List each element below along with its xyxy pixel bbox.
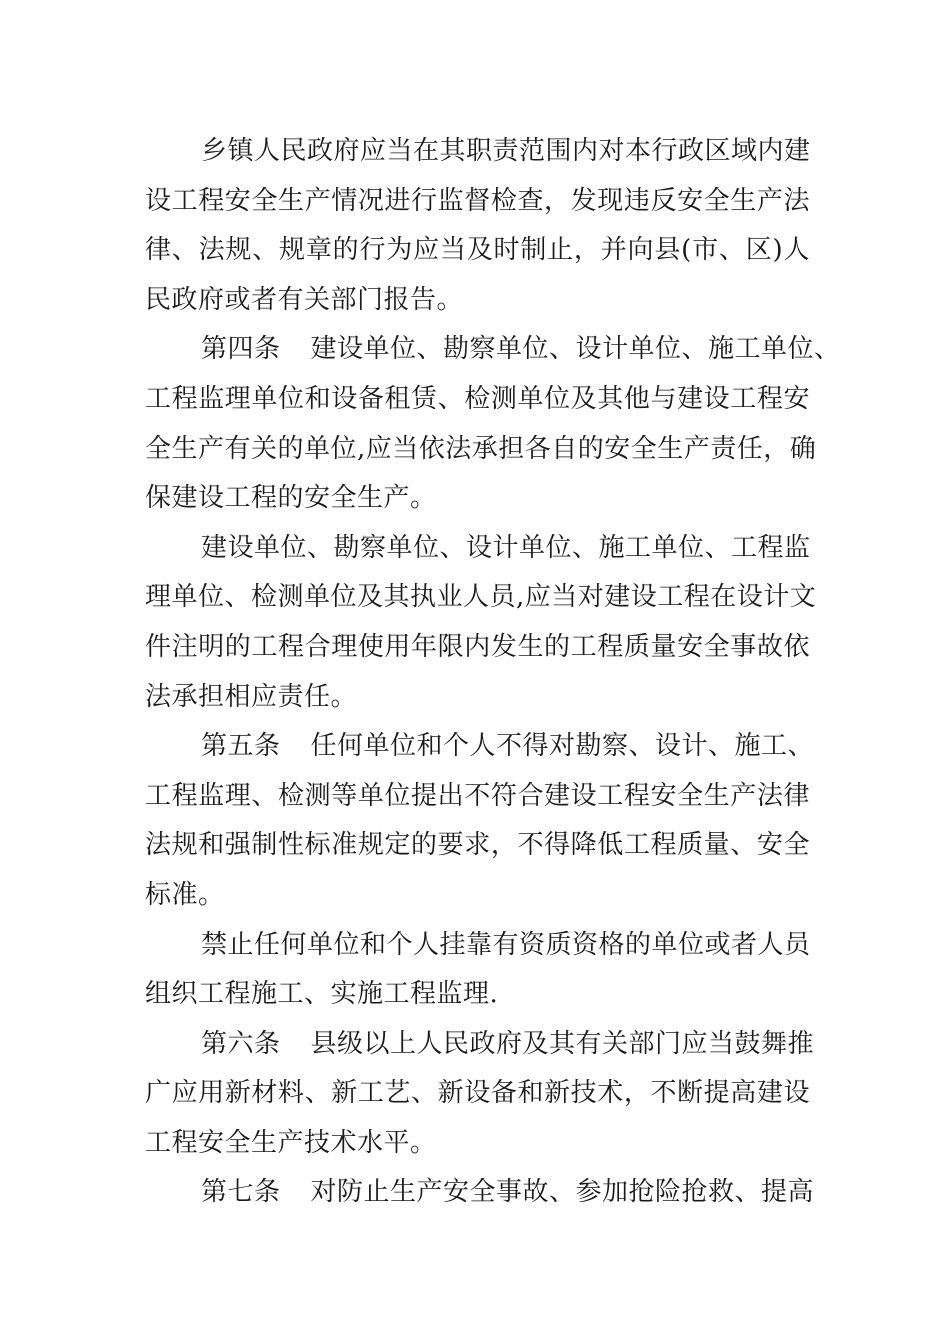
text-line: 法承担相应责任。 (145, 681, 358, 712)
article-number: 第七条 (201, 1177, 281, 1208)
article-text: 对防止生产安全事故、参加抢险抢救、提高 (310, 1177, 815, 1208)
article-number: 第四条 (201, 334, 281, 365)
text-line: 工程监理、检测等单位提出不符合建设工程安全生产法律 (145, 780, 810, 811)
text-line: 工程安全生产技术水平。 (145, 1127, 437, 1158)
article-text: 县级以上人民政府及其有关部门应当鼓舞推 (310, 1028, 815, 1059)
article-number: 第五条 (201, 731, 281, 762)
text-line: 件注明的工程合理使用年限内发生的工程质量安全事故依 (145, 631, 810, 662)
article-line (145, 1168, 815, 1218)
article-line (145, 722, 815, 772)
text-line: 广应用新材料、新工艺、新设备和新技术，不断提高建设 (145, 1078, 810, 1109)
text-line: 律、法规、规章的行为应当及时制止，并向县(市、区)人 (145, 235, 810, 266)
text-line: 法规和强制性标准规定的要求，不得降低工程质量、安全 (145, 830, 810, 861)
article-text: 建设单位、勘察单位、设计单位、施工单位、 (310, 334, 841, 365)
text-line: 全生产有关的单位,应当依法承担各自的安全生产责任，确 (145, 433, 817, 464)
article-line (145, 1020, 815, 1070)
text-line: 设工程安全生产情况进行监督检查，发现违反安全生产法 (145, 185, 810, 216)
article-line (145, 325, 841, 375)
text-line: 标准。 (145, 879, 225, 910)
document-body (145, 127, 841, 1218)
text-line: 工程监理单位和设备租赁、检测单位及其他与建设工程安 (145, 383, 810, 414)
text-line: 建设单位、勘察单位、设计单位、施工单位、工程监 (201, 532, 811, 563)
article-number: 第六条 (201, 1028, 281, 1059)
text-line: 乡镇人民政府应当在其职责范围内对本行政区域内建 (201, 136, 811, 166)
text-line: 民政府或者有关部门报告。 (145, 284, 464, 315)
text-line: 组织工程施工、实施工程监理. (145, 979, 499, 1010)
article-text: 任何单位和个人不得对勘察、设计、施工、 (310, 731, 815, 762)
text-line: 禁止任何单位和个人挂靠有资质资格的单位或者人员 (201, 929, 811, 960)
text-line: 理单位、检测单位及其执业人员,应当对建设工程在设计文 (145, 582, 817, 613)
text-line: 保建设工程的安全生产。 (145, 483, 437, 514)
